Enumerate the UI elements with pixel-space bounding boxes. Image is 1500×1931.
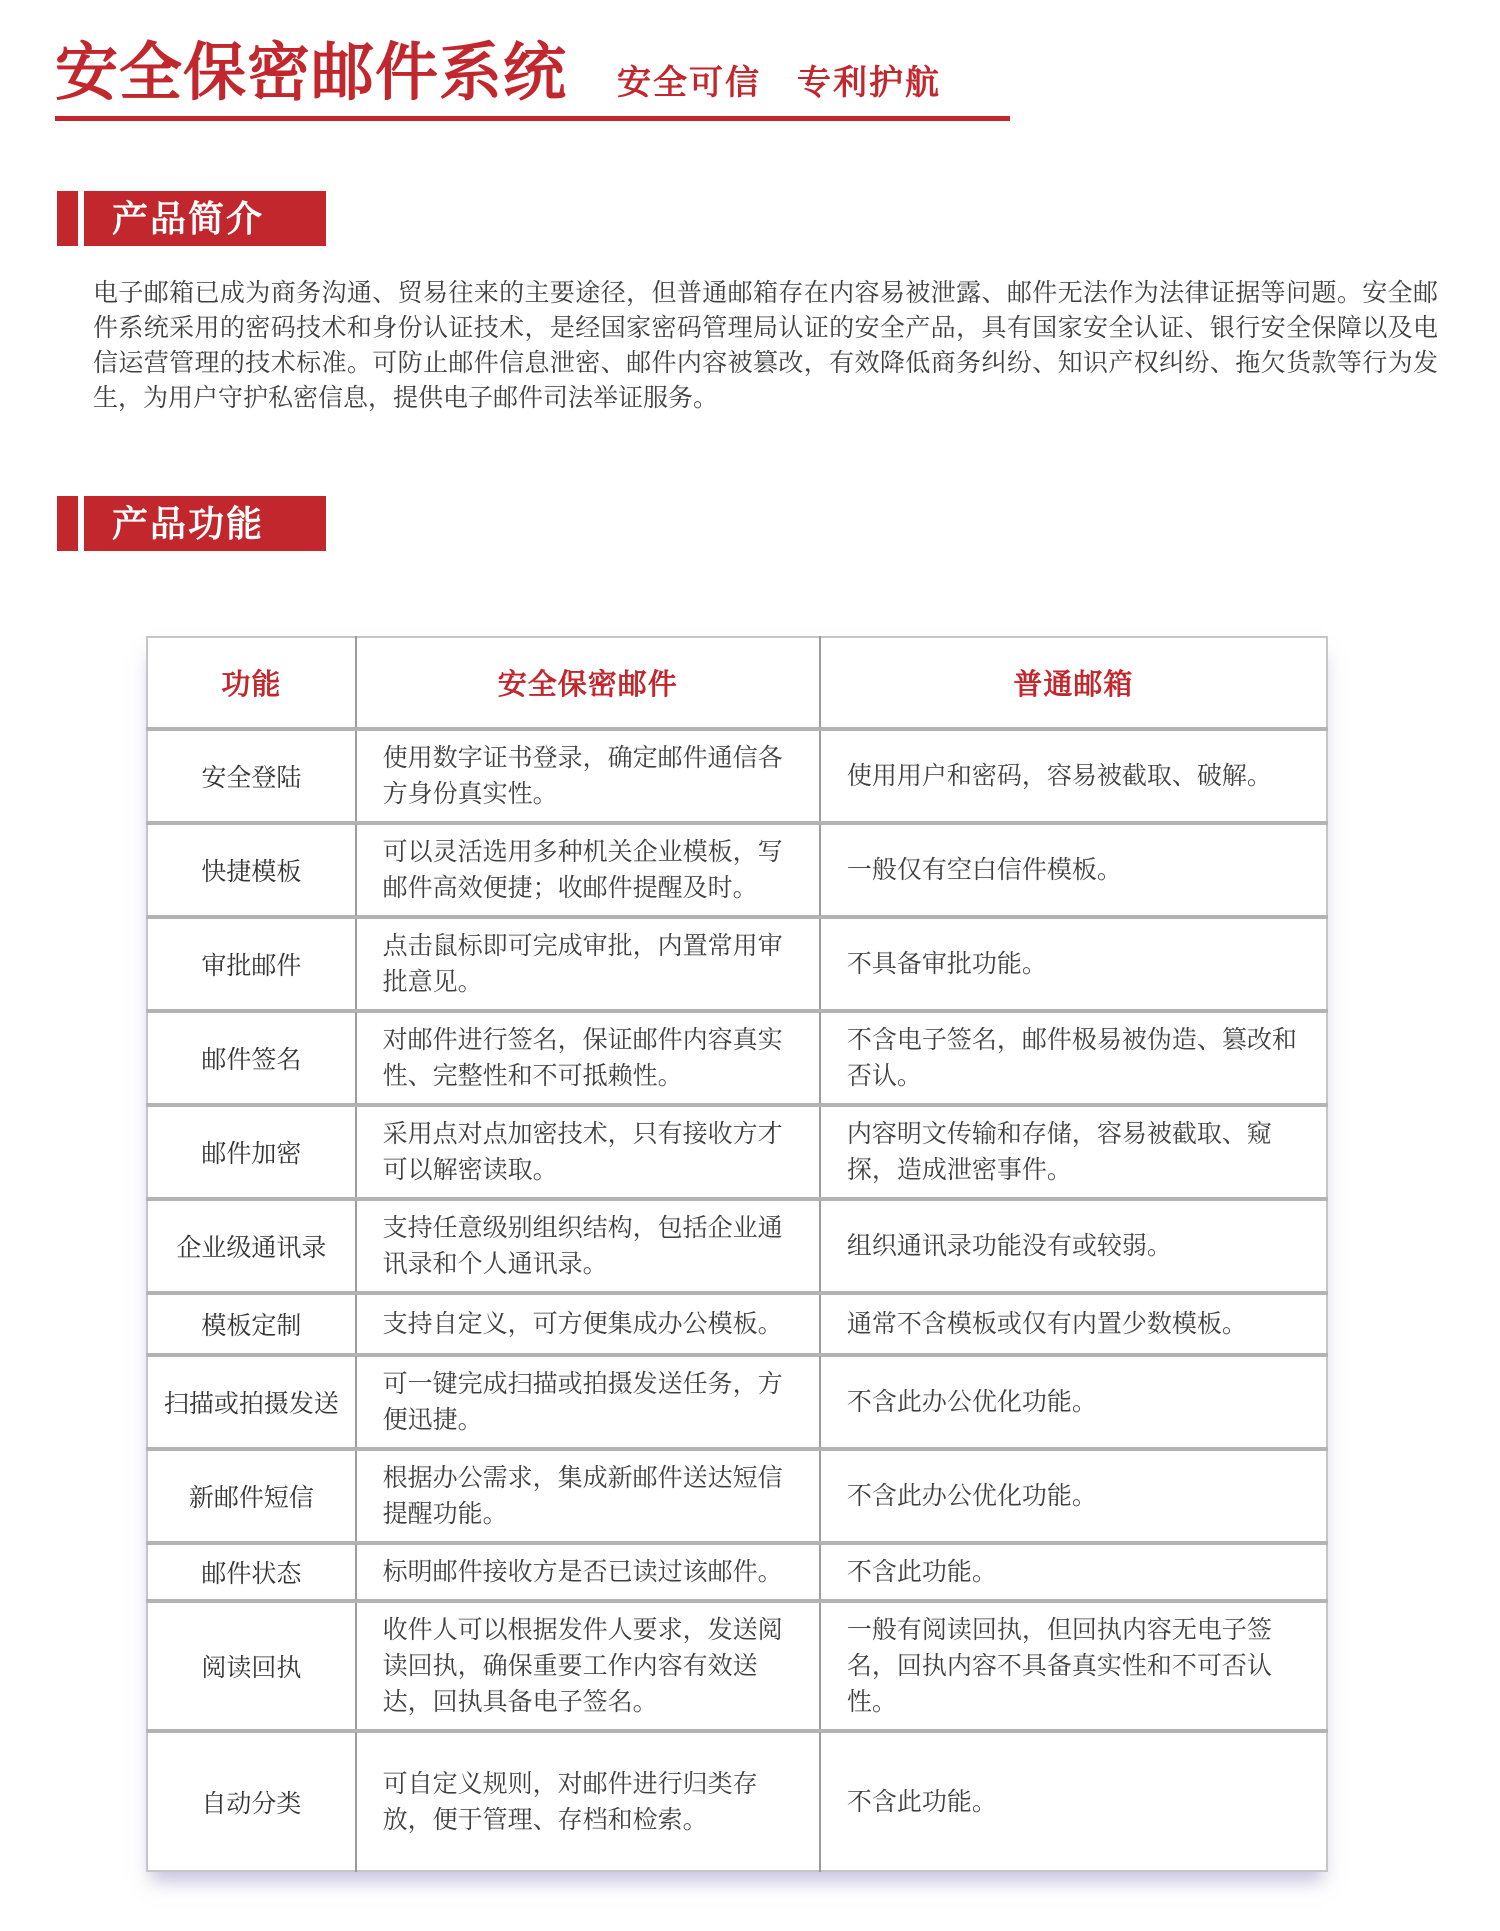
feature-name: 审批邮件 bbox=[201, 952, 302, 980]
table-row bbox=[147, 1601, 1327, 1731]
column-header-feature: 功能 bbox=[221, 669, 282, 701]
secure-mail-description: 点击鼠标即可完成审批，内置常用审批意见。 bbox=[356, 917, 820, 1011]
table-row bbox=[147, 1293, 1327, 1355]
section-title-features: 产品功能 bbox=[84, 496, 326, 551]
secure-mail-description: 可以灵活选用多种机关企业模板，写邮件高效便捷；收邮件提醒及时。 bbox=[356, 823, 820, 917]
secure-mail-description: 标明邮件接收方是否已读过该邮件。 bbox=[356, 1543, 820, 1601]
section-title-intro: 产品简介 bbox=[84, 191, 326, 246]
feature-comparison-table bbox=[146, 636, 1328, 1872]
feature-name: 自动分类 bbox=[201, 1789, 302, 1818]
secure-mail-description: 收件人可以根据发件人要求，发送阅读回执，确保重要工作内容有效送达，回执具备电子签名。 bbox=[356, 1601, 820, 1731]
feature-name: 阅读回执 bbox=[201, 1654, 302, 1682]
secure-mail-description: 支持自定义，可方便集成办公模板。 bbox=[356, 1293, 820, 1355]
ordinary-mail-description: 不含电子签名，邮件极易被伪造、篡改和否认。 bbox=[820, 1011, 1327, 1105]
feature-name: 邮件签名 bbox=[201, 1046, 302, 1074]
table-row bbox=[147, 1011, 1327, 1105]
table-row bbox=[147, 1731, 1327, 1871]
table-row bbox=[147, 1105, 1327, 1199]
section-header-intro bbox=[57, 191, 1500, 246]
table-row bbox=[147, 1199, 1327, 1293]
secure-mail-description: 采用点对点加密技术，只有接收方才可以解密读取。 bbox=[356, 1105, 820, 1199]
table-row bbox=[147, 729, 1327, 823]
ordinary-mail-description: 不含此办公优化功能。 bbox=[820, 1449, 1327, 1543]
table-row bbox=[147, 1543, 1327, 1601]
feature-name: 企业级通讯录 bbox=[176, 1234, 327, 1262]
secure-mail-description: 可一键完成扫描或拍摄发送任务，方便迅捷。 bbox=[356, 1355, 820, 1449]
section-accent-bar bbox=[57, 496, 78, 551]
table-row bbox=[147, 917, 1327, 1011]
ordinary-mail-description: 一般仅有空白信件模板。 bbox=[820, 823, 1327, 917]
secure-mail-description: 可自定义规则，对邮件进行归类存放，便于管理、存档和检索。 bbox=[356, 1731, 820, 1871]
secure-mail-description: 根据办公需求，集成新邮件送达短信提醒功能。 bbox=[356, 1449, 820, 1543]
section-header-features bbox=[57, 496, 1500, 551]
ordinary-mail-description: 不含此办公优化功能。 bbox=[820, 1355, 1327, 1449]
document-header bbox=[55, 38, 1010, 121]
section-accent-bar bbox=[57, 191, 78, 246]
feature-name: 快捷模板 bbox=[201, 858, 302, 886]
brochure-page bbox=[0, 38, 1500, 1931]
ordinary-mail-description: 不含此功能。 bbox=[820, 1731, 1327, 1871]
table-header-row bbox=[147, 637, 1327, 729]
feature-name: 新邮件短信 bbox=[188, 1484, 314, 1512]
table-row bbox=[147, 1355, 1327, 1449]
column-header-secure-mail: 安全保密邮件 bbox=[356, 637, 820, 729]
table-row bbox=[147, 823, 1327, 917]
ordinary-mail-description: 组织通讯录功能没有或较弱。 bbox=[820, 1199, 1327, 1293]
secure-mail-description: 支持任意级别组织结构，包括企业通讯录和个人通讯录。 bbox=[356, 1199, 820, 1293]
page-subtitle: 安全可信 专利护航 bbox=[617, 64, 941, 102]
ordinary-mail-description: 通常不含模板或仅有内置少数模板。 bbox=[820, 1293, 1327, 1355]
secure-mail-description: 使用数字证书登录，确定邮件通信各方身份真实性。 bbox=[356, 729, 820, 823]
ordinary-mail-description: 不具备审批功能。 bbox=[820, 917, 1327, 1011]
feature-name: 模板定制 bbox=[201, 1312, 302, 1340]
table-row bbox=[147, 1449, 1327, 1543]
secure-mail-description: 对邮件进行签名，保证邮件内容真实性、完整性和不可抵赖性。 bbox=[356, 1011, 820, 1105]
ordinary-mail-description: 一般有阅读回执，但回执内容无电子签名，回执内容不具备真实性和不可否认性。 bbox=[820, 1601, 1327, 1731]
feature-name: 邮件状态 bbox=[201, 1560, 302, 1588]
page-title: 安全保密邮件系统 bbox=[55, 38, 567, 108]
ordinary-mail-description: 不含此功能。 bbox=[820, 1543, 1327, 1601]
feature-name: 邮件加密 bbox=[201, 1140, 302, 1168]
ordinary-mail-description: 内容明文传输和存储，容易被截取、窥探，造成泄密事件。 bbox=[820, 1105, 1327, 1199]
ordinary-mail-description: 使用用户和密码，容易被截取、破解。 bbox=[820, 729, 1327, 823]
feature-name: 扫描或拍摄发送 bbox=[163, 1390, 339, 1418]
feature-name: 安全登陆 bbox=[201, 764, 302, 792]
column-header-ordinary-mail: 普通邮箱 bbox=[820, 637, 1327, 729]
intro-paragraph: 电子邮箱已成为商务沟通、贸易往来的主要途径，但普通邮箱存在内容易被泄露、邮件无法作为法律证据等问题。安全邮件系统采用的密码技术和身份认证技术，是经国家密码管理局认证的安全产品，具有国家安全认证、银行安全保障以及电信运营管理的技术标准。可防止邮件信息泄密、邮件内容被篡改，有效降低商务纠纷、知识产权纠纷、拖欠货款等行为发生，为用户守护私密信息，提供电子邮件司法举证服务。 bbox=[93, 279, 1438, 412]
